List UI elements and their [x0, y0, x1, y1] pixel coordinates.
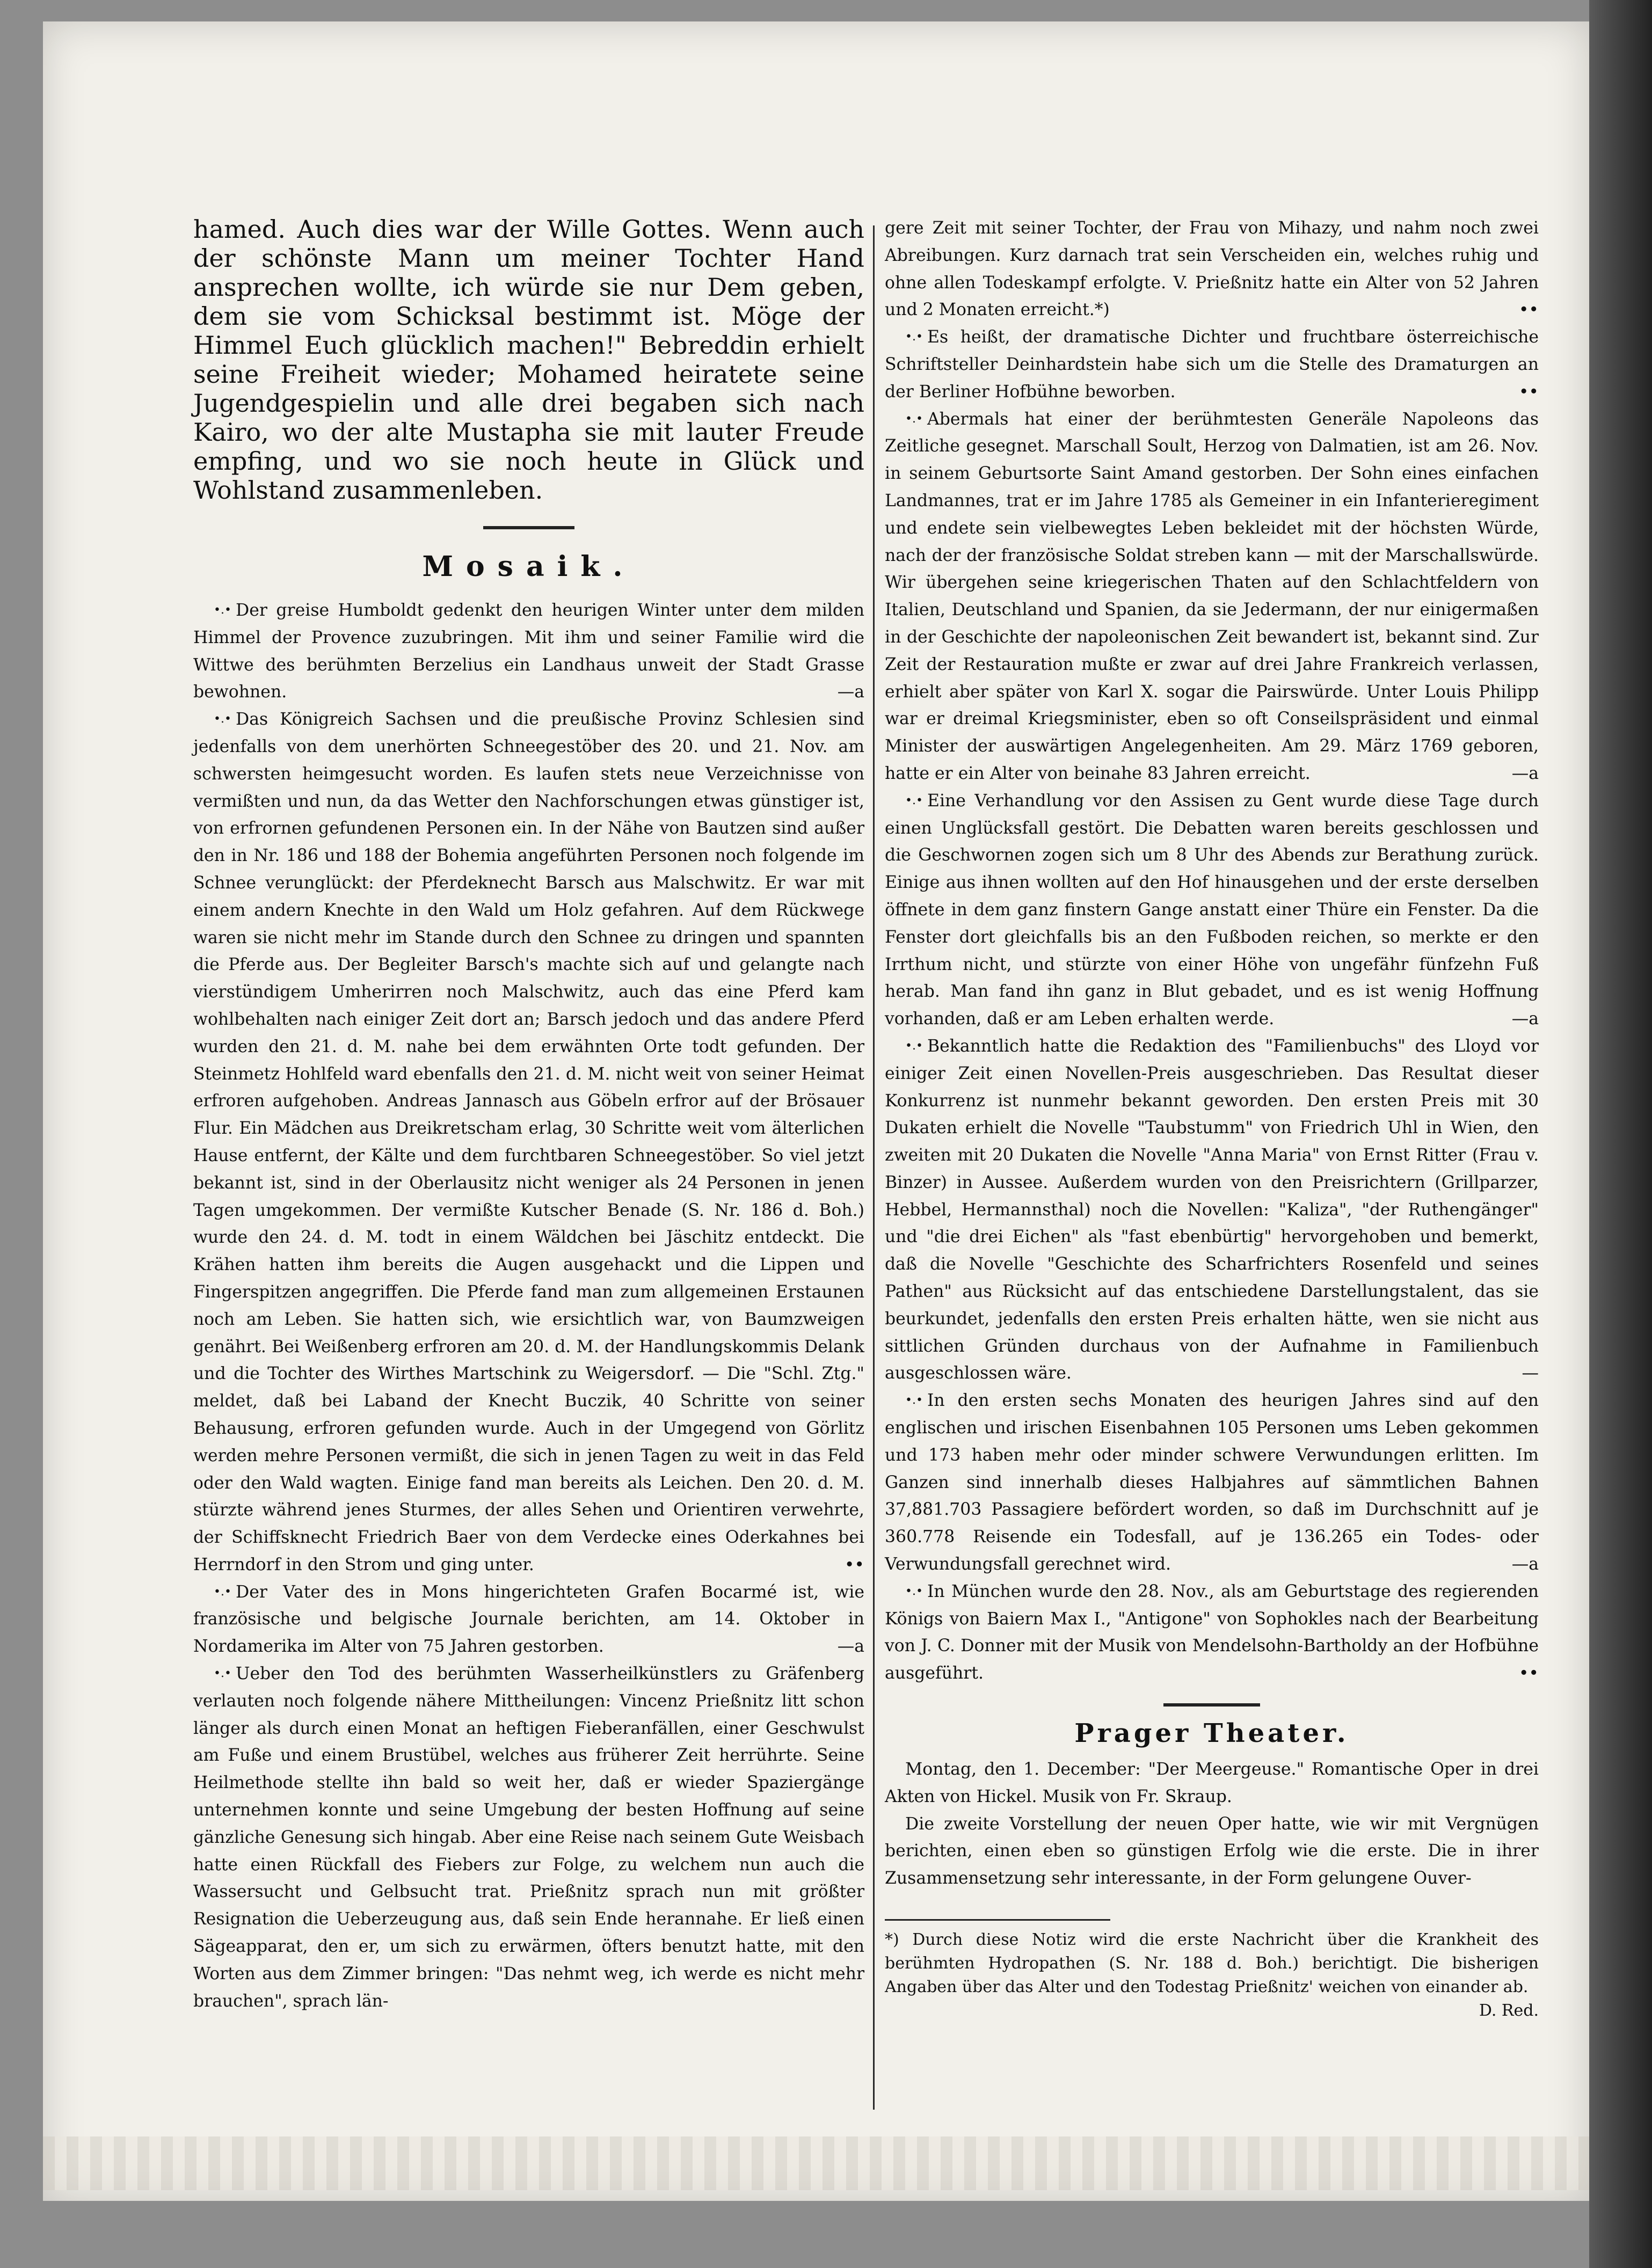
asterism-icon: •.• [905, 1394, 923, 1408]
item-text: Eine Verhandlung vor den Assisen zu Gent wurde diese Tage durch einen Unglücksfall gestört. Die Debatten waren bereits geschlossen und die Geschwornen zogen sich um 8 Uhr des Abends zur Berathung zurück. Einige aus ihnen wollten auf den Hof hinausgehen und der erste derselben öffnete in dem ganz finstern Gange anstatt einer Thüre ein Fenster. Da die Fenster dort gleichfalls bis an den Fußboden reichen, so merkte er den Irrthum nicht, und stürzte von einer Höhe von ungefähr fünfzehn Fuß herab. Man fand ihn ganz in Blut gebadet, und es ist wenig Hoffnung vorhanden, daß er am Leben erhalten werde. [885, 791, 1539, 1029]
footnote-text: *) Durch diese Notiz wird die erste Nachricht über die Krankheit des berühmten Hydropathen (S. Nr. 188 d. Boh.) berichtigt. Die bisherigen Angaben über das Alter und den Todestag Prießnitz' weichen von einander ab. [885, 1930, 1539, 1997]
item-text: Das Königreich Sachsen und die preußische Provinz Schlesien sind jedenfalls von dem unerhörten Schneegestöber des 20. und 21. Nov. am schwersten heimgesucht worden. Es laufen stets neue Verzeichnisse von vermißten und nun, da das Wetter den Nachforschungen etwas günstiger ist, von erfrornen gefundenen Personen ein. In der Nähe von Bautzen sind außer den in Nr. 186 und 188 der Bohemia angeführten Personen noch folgende im Schnee verunglückt: der Pferdeknecht Barsch aus Malschwitz. Er war mit einem andern Knechte in den Wald um Holz gefahren. Auf dem Rückwege waren sie nicht mehr im Stande durch den Schnee zu dringen und spannten die Pferde aus. Der Begleiter Barsch's machte sich auf und gelangte nach vierstündigem Umherirren noch Malschwitz, auch das eine Pferd kam wohlbehalten nach einiger Zeit dort an; Barsch jedoch und das andere Pferd wurden den 21. d. M. nahe bei dem erwähnten Orte todt gefunden. Der Steinmetz Hohlfeld ward ebenfalls den 21. d. M. nicht weit von seiner Heimat erfroren aufgehoben. Andreas Jannasch aus Göbeln erfror auf der Brösauer Flur. Ein Mädchen aus Dreikretscham erlag, 30 Schritte weit vom älterlichen Hause entfernt, der Kälte und dem furchtbaren Schneegestöber. So viel jetzt bekannt ist, sind in der Oberlausitz nicht weniger als 24 Personen in jenen Tagen umgekommen. Der vermißte Kutscher Benade (S. Nr. 186 d. Boh.) wurde den 24. d. M. todt in einem Wäldchen bei Jäschitz entdeckt. Die Krähen hatten ihm bereits die Augen ausgehackt und die Lippen und Fingerspitzen angegriffen. Die Pferde fand man zum allgemeinen Erstaunen noch am Leben. Sie hatten sich, wie ersichtlich war, von Baumzweigen genährt. Bei Weißenberg erfroren am 20. d. M. der Handlungskommis Delank und die Tochter des Wirthes Martschink zu Weigersdorf. — Die "Schl. Ztg." meldet, daß bei Laband der Knecht Buczik, 40 Schritte von seiner Behausung, erfroren gefunden wurde. Auch in der Umgegend von Görlitz werden mehre Personen vermißt, die sich in jenen Tagen zu weit in das Feld oder den Wald wagten. Einige fand man bereits als Leichen. Den 20. d. M. stürzte während jenes Sturmes, der alles Sehen und Orientiren verwehrte, der Schiffsknecht Friedrich Baer von dem Verdecke eines Oderkahnes bei Herrndorf in den Strom und ging unter. [193, 710, 864, 1574]
item-text: Abermals hat einer der berühmtesten Generäle Napoleons das Zeitliche gesegnet. Marschall Soult, Herzog von Dalmatien, ist am 26. Nov. in seinem Geburtsorte Saint Amand gestorben. Der Sohn eines einfachen Landmannes, trat er im Jahre 1785 als Gemeiner in ein Infanterieregiment und endete sein vielbewegtes Leben bekleidet mit der höchsten Würde, nach der der französische Soldat streben kann — mit der Marschallswürde. Wir übergehen seine kriegerischen Thaten auf den Schlachtfeldern von Italien, Deutschland und Spanien, da sie Jedermann, der nur einigermaßen in der Geschichte der napoleonischen Zeit bewandert ist, bekannt sind. Zur Zeit der Restauration mußte er zwar auf drei Jahre Frankreich verlassen, erhielt aber später von Karl X. sogar die Pairswürde. Unter Louis Philipp war er dreimal Kriegsminister, eben so oft Conseilspräsident und einmal Minister der auswärtigen Angelegenheiten. Am 29. März 1769 geboren, hatte er ein Alter von beinahe 83 Jahren erreicht. [885, 409, 1539, 783]
item-text: In München wurde den 28. Nov., als am Geburtstage des regierenden Königs von Baiern Max I., "Antigone" von Sophokles nach der Bearbeitung von J. C. Donner mit der Musik von Mendelsohn-Bartholdy an der Hofbühne ausgeführt. [885, 1581, 1539, 1683]
item-signature: —a [1511, 1555, 1539, 1574]
item-signature: —a [1511, 763, 1539, 783]
item-signature: •• [1518, 1664, 1539, 1683]
news-item-familienbuch [885, 1033, 1539, 1387]
asterism-icon: •.• [214, 1667, 231, 1681]
item-text: Der Vater des in Mons hingerichteten Grafen Bocarmé ist, wie französische und belgische Journale berichten, am 14. Oktober in Nordamerika im Alter von 75 Jahren gestorben. [193, 1582, 864, 1657]
asterism-icon: •.• [905, 793, 923, 807]
section-rule [483, 526, 574, 529]
item-text: Bekanntlich hatte die Redaktion des "Familienbuchs" des Lloyd vor einiger Zeit einen Novellen-Preis ausgeschrieben. Das Resultat dieser Konkurrenz ist nunmehr bekannt geworden. Den ersten Preis mit 30 Dukaten erhielt die Novelle "Taubstumm" von Friedrich Uhl in Wien, den zweiten mit 20 Dukaten die Novelle "Anna Maria" von Ernst Ritter (Frau v. Binzer) in Aussee. Außerdem wurden von den Preisrichtern (Grillparzer, Hebbel, Hermannsthal) noch die Novellen: "Kaliza", "der Ruthengänger" und "die drei Eichen" als "fast ebenbürtig" hervorgehoben und bemerkt, daß die Novelle "Geschichte des Scharfrichters Rosenfeld und seines Pathen" aus Rücksicht auf das entschiedene Darstellungstalent, das sie beurkundet, jedenfalls den ersten Preis erhalten hätte, wen sie nicht aus sittlichen Gründen durchaus von der Aufnahme in Familienbuch ausgeschlossen wäre. [885, 1036, 1539, 1383]
news-item-gent [885, 787, 1539, 1033]
mosaik-title: Mosaik. [422, 550, 636, 583]
page-bottom-fold [43, 2136, 1589, 2190]
footnote [885, 1928, 1539, 2021]
asterism-icon: •.• [905, 412, 923, 426]
item-signature: •• [1518, 300, 1539, 320]
footnote-rule [885, 1919, 1110, 1921]
left-column [193, 215, 864, 2015]
theater-title: Prager Theater. [1074, 1718, 1349, 1749]
item-text: In den ersten sechs Monaten des heurigen Jahres sind auf den englischen und irischen Eisenbahnen 105 Personen ums Leben gekommen und 173 haben mehr oder minder schwere Verwundungen erlitten. Im Ganzen sind innerhalb dieses Halbjahres auf sämmtlichen Bahnen 37,881.703 Passagiere befördert worden, so daß im Durchschnitt auf je 360.778 Reisende ein Todesfall, auf je 136.265 ein Todes- oder Verwundungsfall gerechnet wird. [885, 1391, 1539, 1574]
page-edge-shadow [1589, 0, 1652, 2268]
item-signature: •• [1518, 382, 1539, 402]
item-signature: —a [1511, 1009, 1539, 1029]
theater-review: Die zweite Vorstellung der neuen Oper hatte, wie wir mit Vergnügen berichten, einen eben so günstigen Erfolg wie die erste. Die in ihrer Zusammensetzung sehr interessante, in der Form gelungene Ouver- [885, 1814, 1539, 1888]
item-signature: •• [844, 1555, 864, 1574]
item-text: gere Zeit mit seiner Tochter, der Frau von Mihazy, und nahm noch zwei Abreibungen. Kurz darnach trat sein Verscheiden ein, welches ruhig und ohne allen Todeskampf erfolgte. V. Prießnitz hatte ein Alter von 52 Jahren und 2 Monaten erreicht.*) [885, 218, 1539, 320]
asterism-icon: •.• [905, 330, 923, 344]
item-signature: — [1522, 1363, 1539, 1383]
story-ending: hamed. Auch dies war der Wille Gottes. Wenn auch der schönste Mann um meiner Tochter Hand ansprechen wollte, ich würde sie nur Dem geben, dem sie vom Schicksal bestimmt ist. Möge der Himmel Euch glücklich machen!" Bebreddin erhielt seine Freiheit wieder; Mohamed heiratete seine Jugendgespielin und alle drei begaben sich nach Kairo, wo der alte Mustapha sie mit lauter Freude empfing, und wo sie noch heute in Glück und Wohlstand zusammenleben. [193, 215, 864, 505]
asterism-icon: •.• [214, 1585, 231, 1599]
theater-listing: Montag, den 1. December: "Der Meergeuse." Romantische Oper in drei Akten von Hickel. Musik von Fr. Skraup. [885, 1760, 1539, 1806]
asterism-icon: •.• [214, 603, 231, 617]
item-signature: —a [837, 1637, 864, 1657]
news-item-railways [885, 1387, 1539, 1578]
news-item-antigone [885, 1578, 1539, 1687]
news-item-humboldt [193, 597, 864, 706]
news-item-snowstorm [193, 706, 864, 1579]
footnote-signature: D. Red. [1479, 2001, 1539, 2021]
right-column [885, 215, 1539, 2023]
asterism-icon: •.• [905, 1584, 923, 1598]
column-divider [873, 225, 875, 2110]
item-text: Es heißt, der dramatische Dichter und fruchtbare österreichische Schriftsteller Deinhardstein habe sich um die Stelle des Dramaturgen an der Berliner Hofbühne beworben. [885, 327, 1539, 402]
asterism-icon: •.• [905, 1039, 923, 1053]
news-item-soult [885, 406, 1539, 787]
section-rule [1163, 1703, 1260, 1707]
asterism-icon: •.• [214, 712, 231, 726]
item-text: Ueber den Tod des berühmten Wasserheilkünstlers zu Gräfenberg verlauten noch folgende nähere Mittheilungen: Vincenz Prießnitz litt schon länger als durch einen Monat an heftigen Fieberanfällen, einer Geschwulst am Fuße und einem Brustübel, welches aus früherer Zeit herrührte. Seine Heilmethode stellte ihn bald so weit her, daß er wieder Spaziergänge unternehmen konnte und seine Umgebung der besten Hoffnung auf seine gänzliche Genesung sich hingab. Aber eine Reise nach seinem Gute Weisbach hatte einen Rückfall des Fiebers zur Folge, zu welchem nun auch die Wassersucht und Gelbsucht trat. Prießnitz sprach nun mit größter Resignation die Ueberzeugung aus, daß sein Ende herannahe. Er ließ einen Sägeapparat, den er, um sich zu erwärmen, öfters benutzt hatte, mit den Worten aus dem Zimmer bringen: "Das nehmt weg, ich werde es nicht mehr brauchen", sprach län- [193, 1664, 864, 2011]
news-item-priessnitz [193, 1660, 864, 2015]
news-item-deinhardstein [885, 324, 1539, 405]
priessnitz-continuation [885, 215, 1539, 324]
item-text: Der greise Humboldt gedenkt den heurigen Winter unter dem milden Himmel der Provence zuzubringen. Mit ihm und seiner Familie wird die Wittwe des berühmten Berzelius ein Landhaus unweit der Stadt Grasse bewohnen. [193, 601, 864, 702]
news-item-bocarme [193, 1579, 864, 1660]
item-signature: —a [837, 682, 864, 702]
